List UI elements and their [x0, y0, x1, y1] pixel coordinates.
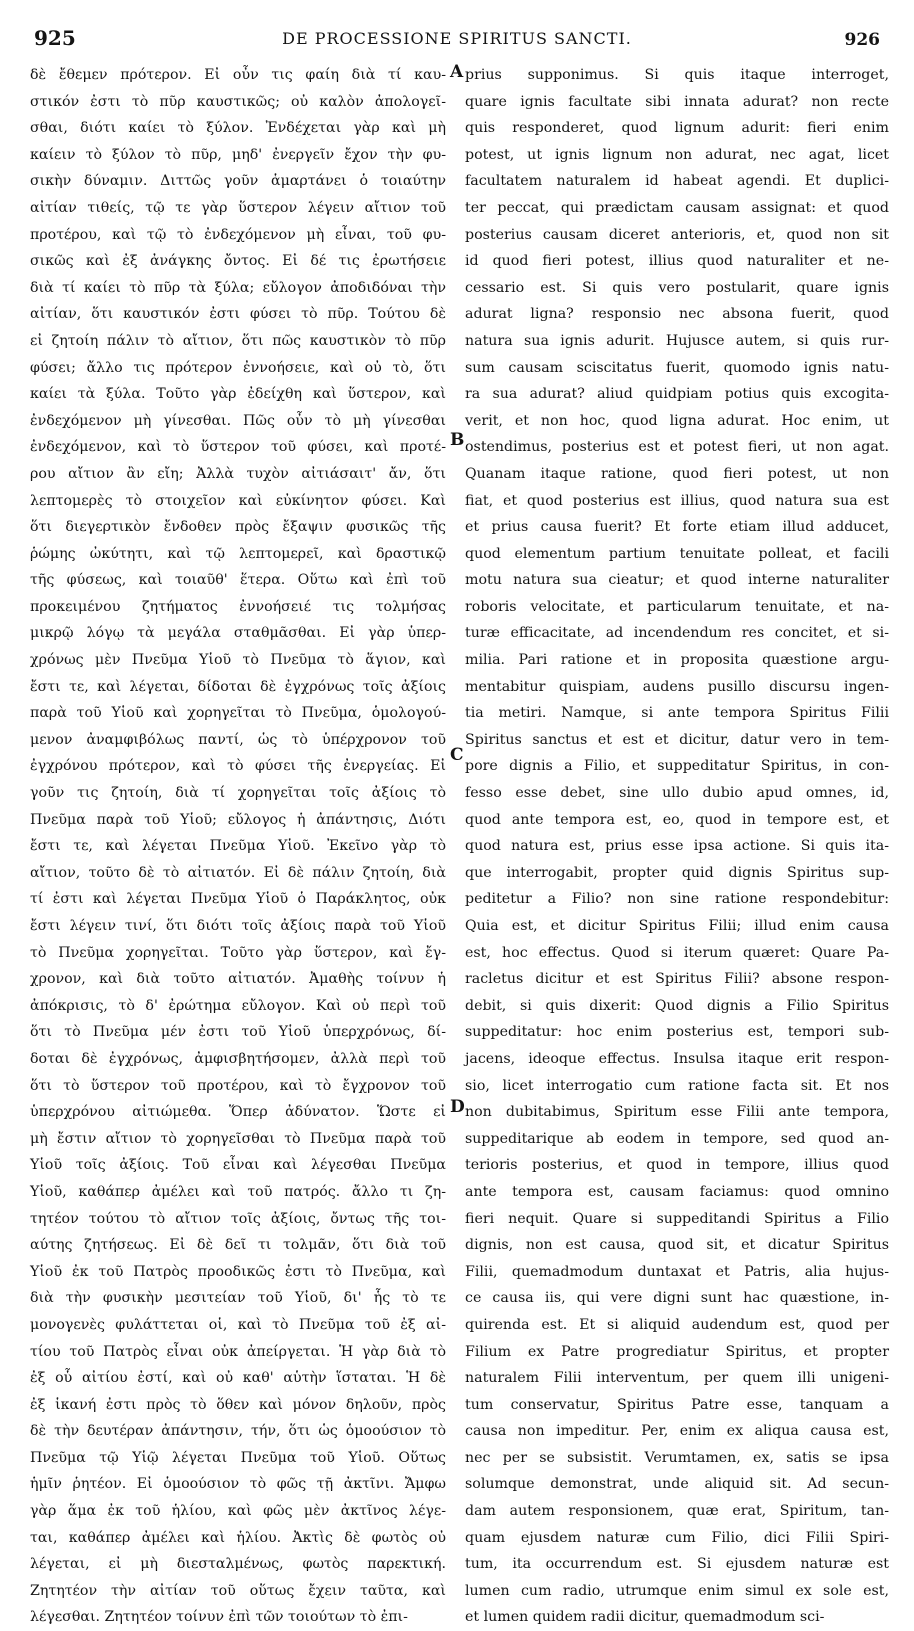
text-line: peditetur a Filio? non sine ratione respondebitur:	[465, 891, 889, 908]
text-line: ἡμῖν ῥητέον. Εἰ ὁμοούσιον τὸ φῶς τῇ ἀκτῖνι. Ἄμφω	[30, 1476, 446, 1493]
text-line: solumque demonstrat, unde aliquid sit. Ad secun-	[465, 1476, 889, 1493]
text-line: naturalem Filii interventum, per quem illi unigeni-	[465, 1370, 889, 1387]
section-marker-b: B	[450, 430, 465, 450]
section-marker-d: D	[450, 1097, 465, 1117]
text-line: lumen cum radio, utrumque enim simul ex sole est,	[465, 1582, 889, 1599]
text-line: suppeditatur: hoc enim posterius est, tempori sub-	[465, 1024, 889, 1041]
text-line: Ζητητέον τὴν αἰτίαν τοῦ οὕτως ἔχειν ταῦτα, καὶ	[30, 1582, 446, 1599]
text-line: suppeditarique ab eodem in tempore, sed quod an-	[465, 1130, 889, 1147]
text-line: προκειμένου ζητήματος ἐννοήσειέ τις τολμήσας	[30, 598, 446, 615]
text-line: ἐνδεχόμενον μὴ γίνεσθαι. Πῶς οὖν τὸ μὴ γίνεσθαι	[30, 412, 446, 429]
text-line: μικρῷ λόγῳ τὰ μεγάλα σταθμᾶσθαι. Εἰ γὰρ ὑπερ-	[30, 625, 446, 642]
text-line: αἴτιον, τοῦτο δὲ τὸ αἰτιατόν. Εἰ δὲ πάλιν ζητοίη, διὰ	[30, 864, 446, 881]
text-line: γὰρ ἅμα ἐκ τοῦ ἡλίου, καὶ φῶς μὲν ἀκτῖνος λέγε-	[30, 1503, 446, 1520]
text-line: tum, ita occurrendum est. Si ejusdem naturæ est	[465, 1556, 889, 1573]
page-number-left: 925	[34, 26, 76, 50]
text-line: δοται δὲ ἐγχρόνως, ἀμφισβητήσομεν, ἀλλὰ περὶ τοῦ	[30, 1050, 446, 1067]
page-number-right: 926	[844, 30, 880, 50]
text-line: παρὰ τοῦ Υἱοῦ καὶ χορηγεῖται τὸ Πνεῦμα, ὁμολογού-	[30, 705, 446, 722]
text-line: μονογενὲς φυλάττεται οἱ, καὶ τὸ Πνεῦμα τοῦ ἐξ αἰ-	[30, 1316, 446, 1333]
text-line: Quanam itaque ratione, quod fieri potest, ut non	[465, 465, 889, 482]
text-line: Υἱοῦ, καθάπερ ἀμέλει καὶ τοῦ πατρός. ἄλλο τι ζη-	[30, 1183, 446, 1200]
text-line: αύτης ζητήσεως. Εἰ δὲ δεῖ τι τολμᾶν, ὅτι διὰ τοῦ	[30, 1237, 446, 1254]
text-line: est, hoc effectus. Quod si iterum quæret: Quare Pa-	[465, 944, 889, 961]
text-line: καίει τὰ ξύλα. Τοῦτο γὰρ ἐδείχθη καὶ ὕστερον, καὶ	[30, 386, 446, 403]
text-line: Υἱοῦ ἐκ τοῦ Πατρὸς προοδικῶς ἐστι τὸ Πνεῦμα, καὶ	[30, 1263, 446, 1280]
text-line: σθαι, διότι καίει τὸ ξύλον. Ἐνδέχεται γὰρ καὶ μὴ	[30, 120, 446, 137]
text-line: Filii, quemadmodum duntaxat et Patris, alia hujus-	[465, 1263, 889, 1280]
text-line: debit, si quis dixerit: Quod dignis a Filio Spiritus	[465, 997, 889, 1014]
text-line: Υἱοῦ τοῖς ἀξίοις. Τοῦ εἶναι καὶ λέγεσθαι Πνεῦμα	[30, 1157, 446, 1174]
text-line: προτέρου, καὶ τῷ τὸ ἐνδεχόμενον μὴ εἶναι, τοῦ φυ-	[30, 226, 446, 243]
text-line: ἔστι τε, καὶ λέγεται Πνεῦμα Υἱοῦ. Ἐκεῖνο γὰρ τὸ	[30, 838, 446, 855]
text-line: tum conservatur, Spiritus Patre esse, tanquam a	[465, 1396, 889, 1413]
text-line: Filium ex Patre progrediatur Spiritus, et propter	[465, 1343, 889, 1360]
text-line: σικὴν δύναμιν. Διττῶς γοῦν ἁμαρτάνει ὁ τοιαύτην	[30, 173, 446, 190]
text-line: racletus dicitur et est Spiritus Filii? absone respon-	[465, 971, 889, 988]
text-line: facultatem naturalem id habeat agendi. Et duplici-	[465, 173, 889, 190]
text-line: et lumen quidem radii dicitur, quemadmodum sci-	[465, 1609, 825, 1626]
text-line: μενον ἀναμφιβόλως παντί, ὡς τὸ ὑπέρχρονον τοῦ	[30, 731, 446, 748]
text-line: Πνεῦμα τῷ Υἱῷ λέγεται Πνεῦμα τοῦ Υἱοῦ. Οὕτως	[30, 1449, 446, 1466]
text-line: jacens, ideoque effectus. Insulsa itaque erit respon-	[465, 1050, 889, 1067]
text-line: τίου τοῦ Πατρὸς εἶναι οὐκ ἀπείργεται. Ἡ γὰρ διὰ τὸ	[30, 1343, 446, 1360]
text-line: Quia est, et dicitur Spiritus Filii; illud enim causa	[465, 918, 889, 934]
text-line: ἐξ οὗ αἰτίου ἐστί, καὶ οὐ καθ' αὑτὴν ἵσταται. Ἡ δὲ	[30, 1370, 446, 1387]
latin-column	[465, 62, 889, 1631]
text-line: τητέον τούτου τὸ αἴτιον τοῖς ἀξίοις, ὄντως τῆς τοι-	[30, 1210, 446, 1227]
text-line: λεπτομερὲς τὸ στοιχεῖον καὶ εὐκίνητον φύσει. Καὶ	[30, 492, 446, 509]
text-line: dignis, non est causa, quod sit, et dicatur Spiritus	[465, 1237, 889, 1254]
text-line: milia. Pari ratione et in proposita quæstione argu-	[465, 652, 889, 669]
text-line: fiat, et quod posterius est illius, quod natura sua est	[465, 492, 889, 509]
text-line: tia metiri. Namque, si ante tempora Spiritus Filii	[465, 705, 889, 722]
text-line: δὲ τὴν δευτέραν ἀπάντησιν, τήν, ὅτι ὡς ὁμοούσιον τὸ	[30, 1423, 446, 1440]
text-line: τῆς φύσεως, καὶ τοιαῦθ' ἕτερα. Οὕτω καὶ ἐπὶ τοῦ	[30, 572, 446, 589]
text-line: χρόνως μὲν Πνεῦμα Υἱοῦ τὸ Πνεῦμα τὸ ἅγιον, καὶ	[30, 652, 446, 669]
text-line: μὴ ἔστιν αἴτιον τὸ χορηγεῖσθαι τὸ Πνεῦμα παρὰ τοῦ	[30, 1130, 446, 1147]
text-line: ce causa iis, qui vere digni sunt hac quæstione, in-	[465, 1290, 889, 1307]
section-marker-a: A	[450, 62, 464, 82]
text-line: ἐνδεχόμενον, καὶ τὸ ὕστερον τοῦ φύσει, καὶ προτέ-	[30, 439, 446, 456]
text-line: quod ante tempora est, eo, quod in tempore est, et	[465, 811, 889, 828]
text-line: quis responderet, quod lignum adurit: fieri enim	[465, 120, 889, 137]
text-line: λέγεται, εἰ μὴ διεσταλμένως, φωτὸς παρεκτική.	[30, 1556, 446, 1573]
text-line: εἰ ζητοίη πάλιν τὸ αἴτιον, ὅτι πῶς καυστικὸν τὸ πῦρ	[30, 332, 446, 349]
text-line: ra sua adurat? aliud quidpiam potius quis excogita-	[465, 386, 889, 403]
text-line: ἐξ ἱκανή ἐστι πρὸς τὸ ὅθεν καὶ μόνον δηλοῦν, πρὸς	[30, 1396, 446, 1413]
text-line: roboris velocitate, et particularum tenuitate, et na-	[465, 598, 889, 615]
text-line: ὑπερχρόνου αἰτιώμεθα. Ὅπερ ἀδύνατον. Ὥστε εἰ	[30, 1104, 446, 1121]
text-line: quod elementum partium tenuitate polleat, et facili	[465, 545, 889, 562]
text-line: motu natura sua cieatur; et quod interne naturaliter	[465, 572, 889, 589]
text-line: mentabitur quispiam, audens pusillo discursu ingen-	[465, 678, 889, 695]
text-line: ὅτι τὸ Πνεῦμα μέν ἐστι τοῦ Υἱοῦ ὑπερχρόνως, δί-	[30, 1024, 446, 1041]
text-line: γοῦν τις ζητοίη, διὰ τί χορηγεῖται τοῖς ἀξίοις τὸ	[30, 785, 446, 802]
text-line: καίειν τὸ ξύλον τὸ πῦρ, μηδ' ἐνεργεῖν ἔχον τὴν φυ-	[30, 146, 446, 163]
greek-column	[30, 62, 446, 1631]
text-line: verit, et non hoc, quod ligna adurat. Hoc enim, ut	[465, 412, 889, 429]
text-line: δὲ ἔθεμεν πρότερον. Εἰ οὖν τις φαίη διὰ τί καυ-	[30, 67, 446, 83]
text-line: prius supponimus. Si quis itaque interroget,	[465, 67, 889, 83]
text-line: Spiritus sanctus et est et dicitur, datur vero in tem-	[465, 731, 889, 748]
running-title: DE PROCESSIONE SPIRITUS SANCTI.	[282, 29, 632, 48]
text-line: terioris posterius, et quod in tempore, illius quod	[465, 1157, 889, 1174]
text-line: αἰτίαν, ὅτι καυστικόν ἐστι φύσει τὸ πῦρ. Τούτου δὲ	[30, 306, 446, 323]
text-line: ὅτι διεγερτικὸν ἔνδοθεν πρὸς ἔξαψιν φυσικῶς τῆς	[30, 519, 446, 536]
text-line: et prius causa fuerit? Et forte etiam illud adducet,	[465, 519, 889, 536]
text-line: αἰτίαν τιθείς, τῷ τε γὰρ ὕστερον λέγειν αἴτιον τοῦ	[30, 199, 446, 216]
text-line: id quod fieri potest, illius quod naturaliter et ne-	[465, 253, 889, 270]
text-line: τὸ Πνεῦμα χορηγεῖται. Τοῦτο γὰρ ὕστερον, καὶ ἔγ-	[30, 944, 446, 961]
text-line: ται, καθάπερ ἀμέλει καὶ ἡλίου. Ἀκτὶς δὲ φωτὸς οὐ	[30, 1529, 446, 1546]
text-line: τί ἐστι καὶ λέγεται Πνεῦμα Υἱοῦ ὁ Παράκλητος, οὐκ	[30, 891, 446, 908]
text-line: quare ignis facultate sibi innata adurat? non recte	[465, 93, 889, 110]
text-line: ἐγχρόνου πρότερον, καὶ τὸ φύσει τῆς ἐνεργείας. Εἰ	[30, 758, 446, 775]
text-line: ἔστι λέγειν τινί, ὅτι διότι τοῖς ἀξίοις παρὰ τοῦ Υἱοῦ	[30, 918, 446, 934]
text-line: στικόν ἐστι τὸ πῦρ καυστικῶς; οὐ καλὸν ἀπολογεῖ-	[30, 93, 446, 110]
text-line: ante tempora est, causam faciamus: quod omnino	[465, 1183, 889, 1200]
text-line: natura sua ignis adurit. Hujusce autem, si quis rur-	[465, 332, 889, 349]
text-line: posterius causam diceret anterioris, et, quod non sit	[465, 226, 889, 243]
text-line: ἔστι τε, καὶ λέγεται, δίδοται δὲ ἐγχρόνως τοῖς ἀξίοις	[30, 678, 446, 695]
text-line: fesso esse debet, sine ullo dubio apud omnes, id,	[465, 785, 889, 802]
text-line: causa non impeditur. Per, enim ex aliqua causa est,	[465, 1423, 889, 1440]
text-line: ter peccat, qui prædictam causam assignat: et quod	[465, 199, 889, 216]
text-line: cessario est. Si quis vero postularit, quare ignis	[465, 279, 889, 296]
text-line: non dubitabimus, Spiritum esse Filii ante tempora,	[465, 1104, 889, 1121]
text-line: dam autem responsionem, quæ erat, Spiritum, tan-	[465, 1503, 889, 1520]
text-line: ὅτι τὸ ὕστερον τοῦ προτέρου, καὶ τὸ ἔγχρονον τοῦ	[30, 1077, 446, 1094]
text-line: διὰ τί καίει τὸ πῦρ τὰ ξύλα; εὔλογον ἀποδιδόναι τὴν	[30, 279, 446, 296]
text-line: turæ efficacitate, ad incendendum res concitet, et si-	[465, 625, 889, 642]
text-line: λέγεσθαι. Ζητητέον τοίνυν ἐπὶ τῶν τοιούτων τὸ ἐπι-	[30, 1609, 408, 1626]
text-line: ρου αἴτιον ἂν εἴη; Ἀλλὰ τυχὸν αἰτιάσαιτ' ἄν, ὅτι	[30, 465, 446, 482]
text-line: ἀπόκρισις, τὸ δ' ἐρώτημα εὔλογον. Καὶ οὐ περὶ τοῦ	[30, 997, 446, 1014]
text-line: ῥώμης ὠκύτητι, καὶ τῷ λεπτομερεῖ, καὶ δραστικῷ	[30, 545, 446, 562]
text-line: Πνεῦμα παρὰ τοῦ Υἱοῦ; εὔλογος ἡ ἀπάντησις, Διότι	[30, 811, 446, 828]
text-line: χρονον, καὶ διὰ τοῦτο αἰτιατόν. Ἀμαθὴς τοίνυν ἡ	[30, 971, 446, 988]
text-line: sio, licet interrogatio cum ratione facta sit. Et nos	[465, 1077, 889, 1094]
text-line: quirenda est. Et si aliquid audendum est, quod per	[465, 1316, 889, 1333]
text-line: διὰ τὴν φυσικὴν μεσιτείαν τοῦ Υἱοῦ, δι' ἧς τὸ τε	[30, 1290, 446, 1307]
text-line: quod natura est, prius esse ipsa actione. Si quis ita-	[465, 838, 889, 855]
text-line: φύσει; ἄλλο τις πρότερον ἐννοήσειε, καὶ οὐ τὸ, ὅτι	[30, 359, 446, 376]
text-line: quam ejusdem naturæ cum Filio, dici Filii Spiri-	[465, 1529, 889, 1546]
text-line: fieri nequit. Quare si suppeditandi Spiritus a Filio	[465, 1210, 889, 1227]
text-line: pore dignis a Filio, et suppeditatur Spiritus, in con-	[465, 758, 889, 775]
text-line: ostendimus, posterius est et potest fieri, ut non agat.	[465, 439, 889, 456]
text-line: σικῶς καὶ ἐξ ἀνάγκης ὄντος. Εἰ δέ τις ἐρωτήσειε	[30, 253, 446, 270]
text-line: sum causam sciscitatus fuerit, quomodo ignis natu-	[465, 359, 889, 376]
page-header	[34, 20, 880, 60]
text-line: potest, ut ignis lignum non adurat, nec agat, licet	[465, 146, 889, 163]
text-line: nec per se subsistit. Verumtamen, ex, satis se ipsa	[465, 1449, 889, 1466]
text-line: que interrogabit, propter quid dignis Spiritus sup-	[465, 864, 889, 881]
text-line: adurat ligna? responsio nec absona fuerit, quod	[465, 306, 889, 323]
section-marker-c: C	[450, 745, 464, 765]
